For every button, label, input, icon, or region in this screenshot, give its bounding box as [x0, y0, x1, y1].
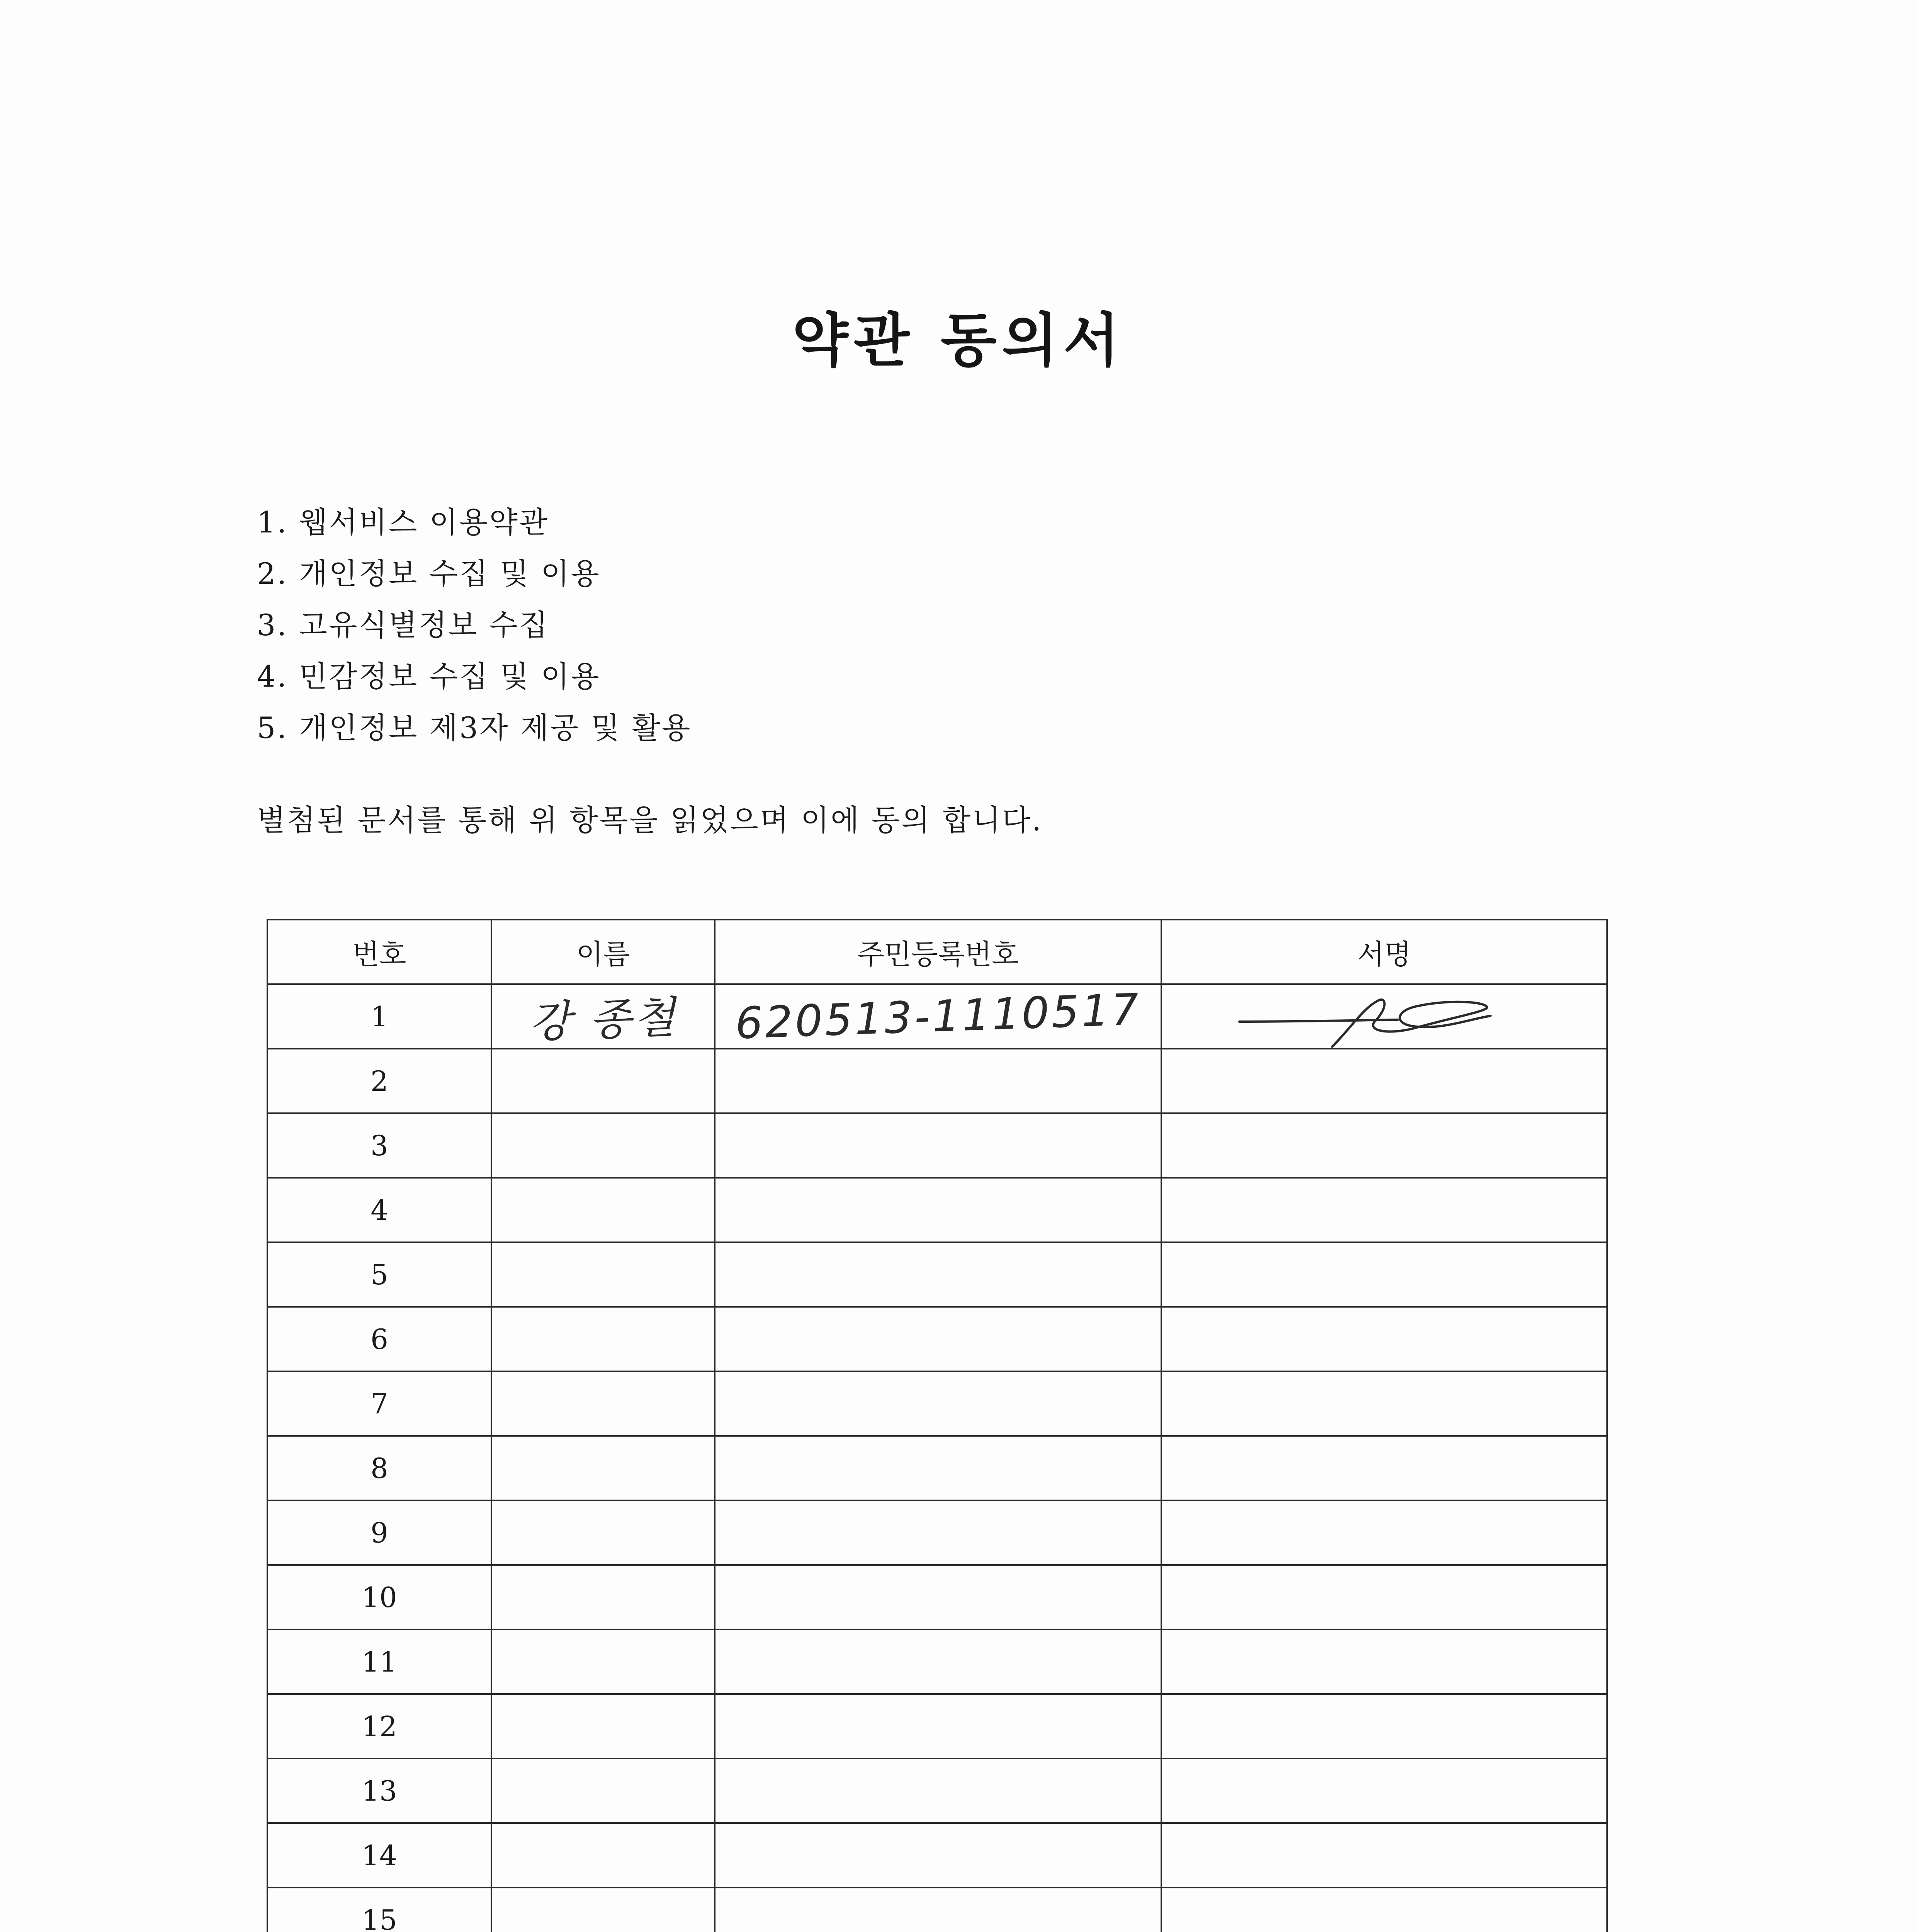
resident-number-cell[interactable]: [715, 1888, 1161, 1932]
resident-number-cell[interactable]: [715, 1565, 1161, 1629]
row-number: 12: [267, 1694, 491, 1759]
name-cell[interactable]: [491, 1823, 715, 1888]
signature-cell[interactable]: [1161, 1823, 1607, 1888]
terms-item: 3. 고유식별정보 수집: [257, 608, 549, 642]
terms-list: [257, 497, 692, 753]
name-cell[interactable]: [491, 1629, 715, 1694]
signature-cell[interactable]: [1161, 1242, 1607, 1307]
name-cell[interactable]: [491, 1307, 715, 1371]
name-cell[interactable]: [491, 1113, 715, 1178]
row-number: 1: [267, 984, 491, 1049]
name-cell[interactable]: [491, 1565, 715, 1629]
handwritten-resident-number: 620513-1110517: [734, 984, 1142, 1049]
terms-item: 2. 개인정보 수집 및 이용: [257, 556, 601, 591]
header-resident-number: 주민등록번호: [715, 920, 1161, 984]
table-row: [267, 1629, 1607, 1694]
resident-number-cell[interactable]: [715, 1371, 1161, 1436]
table-row: [267, 1823, 1607, 1888]
signature-cell[interactable]: [1161, 1565, 1607, 1629]
row-number: 11: [267, 1629, 491, 1694]
row-number: 7: [267, 1371, 491, 1436]
name-cell[interactable]: [491, 1436, 715, 1500]
resident-number-cell[interactable]: [715, 1759, 1161, 1823]
handwritten-name: 강 종철: [528, 992, 678, 1048]
table-row: [267, 1307, 1607, 1371]
name-cell[interactable]: [491, 1694, 715, 1759]
row-number: 3: [267, 1113, 491, 1178]
table-row: [267, 1500, 1607, 1565]
table-row: [267, 1888, 1607, 1932]
signature-cell[interactable]: [1161, 1371, 1607, 1436]
signature-cell[interactable]: [1161, 1307, 1607, 1371]
table-body: [267, 984, 1607, 1932]
resident-number-cell[interactable]: [715, 1500, 1161, 1565]
signature-cell[interactable]: [1161, 1049, 1607, 1113]
table-header-row: [267, 920, 1607, 984]
row-number: 8: [267, 1436, 491, 1500]
table-row: [267, 1242, 1607, 1307]
name-cell[interactable]: [491, 1049, 715, 1113]
terms-item: 5. 개인정보 제3자 제공 및 활용: [257, 711, 692, 745]
row-number: 4: [267, 1178, 491, 1242]
table-row: [267, 1113, 1607, 1178]
row-number: 9: [267, 1500, 491, 1565]
row-number: 13: [267, 1759, 491, 1823]
name-cell[interactable]: [491, 1371, 715, 1436]
row-number: 6: [267, 1307, 491, 1371]
table-row: [267, 1694, 1607, 1759]
resident-number-cell[interactable]: [715, 1049, 1161, 1113]
row-number: 14: [267, 1823, 491, 1888]
resident-number-cell[interactable]: [715, 1242, 1161, 1307]
name-cell[interactable]: [491, 984, 715, 1049]
name-cell[interactable]: [491, 1500, 715, 1565]
signature-cell[interactable]: [1161, 1694, 1607, 1759]
header-number: 번호: [267, 920, 491, 984]
row-number: 5: [267, 1242, 491, 1307]
signature-cell[interactable]: [1161, 1888, 1607, 1932]
table-row: [267, 1371, 1607, 1436]
signature-cell[interactable]: [1161, 1500, 1607, 1565]
consent-statement: 별첨된 문서를 통해 위 항목을 읽었으며 이에 동의 합니다.: [257, 803, 1043, 837]
signature-cell[interactable]: [1161, 1178, 1607, 1242]
signature-cell[interactable]: [1161, 1113, 1607, 1178]
terms-item: 4. 민감정보 수집 및 이용: [257, 659, 601, 694]
name-cell[interactable]: [491, 1759, 715, 1823]
name-cell[interactable]: [491, 1242, 715, 1307]
resident-number-cell[interactable]: [715, 1694, 1161, 1759]
row-number: 10: [267, 1565, 491, 1629]
row-number: 2: [267, 1049, 491, 1113]
table-row: [267, 1759, 1607, 1823]
signature-cell[interactable]: [1161, 1436, 1607, 1500]
table-row: [267, 1178, 1607, 1242]
resident-number-cell[interactable]: [715, 1436, 1161, 1500]
name-cell[interactable]: [491, 1888, 715, 1932]
table-row: [267, 1436, 1607, 1500]
row-number: 15: [267, 1888, 491, 1932]
signature-table: [267, 919, 1608, 1932]
terms-item: 1. 웹서비스 이용약관: [257, 505, 549, 539]
signature-cell[interactable]: [1161, 1759, 1607, 1823]
resident-number-cell[interactable]: [715, 1307, 1161, 1371]
table-row: [267, 984, 1607, 1049]
resident-number-cell[interactable]: [715, 1823, 1161, 1888]
name-cell[interactable]: [491, 1178, 715, 1242]
table-row: [267, 1565, 1607, 1629]
resident-number-cell[interactable]: [715, 1113, 1161, 1178]
signature-cell[interactable]: [1161, 1629, 1607, 1694]
resident-number-cell[interactable]: [715, 984, 1161, 1049]
signature-cell[interactable]: [1161, 984, 1607, 1049]
resident-number-cell[interactable]: [715, 1178, 1161, 1242]
header-name: 이름: [491, 920, 715, 984]
document-title: 약관 동의서: [792, 307, 1125, 374]
resident-number-cell[interactable]: [715, 1629, 1161, 1694]
header-signature: 서명: [1161, 920, 1607, 984]
table-row: [267, 1049, 1607, 1113]
